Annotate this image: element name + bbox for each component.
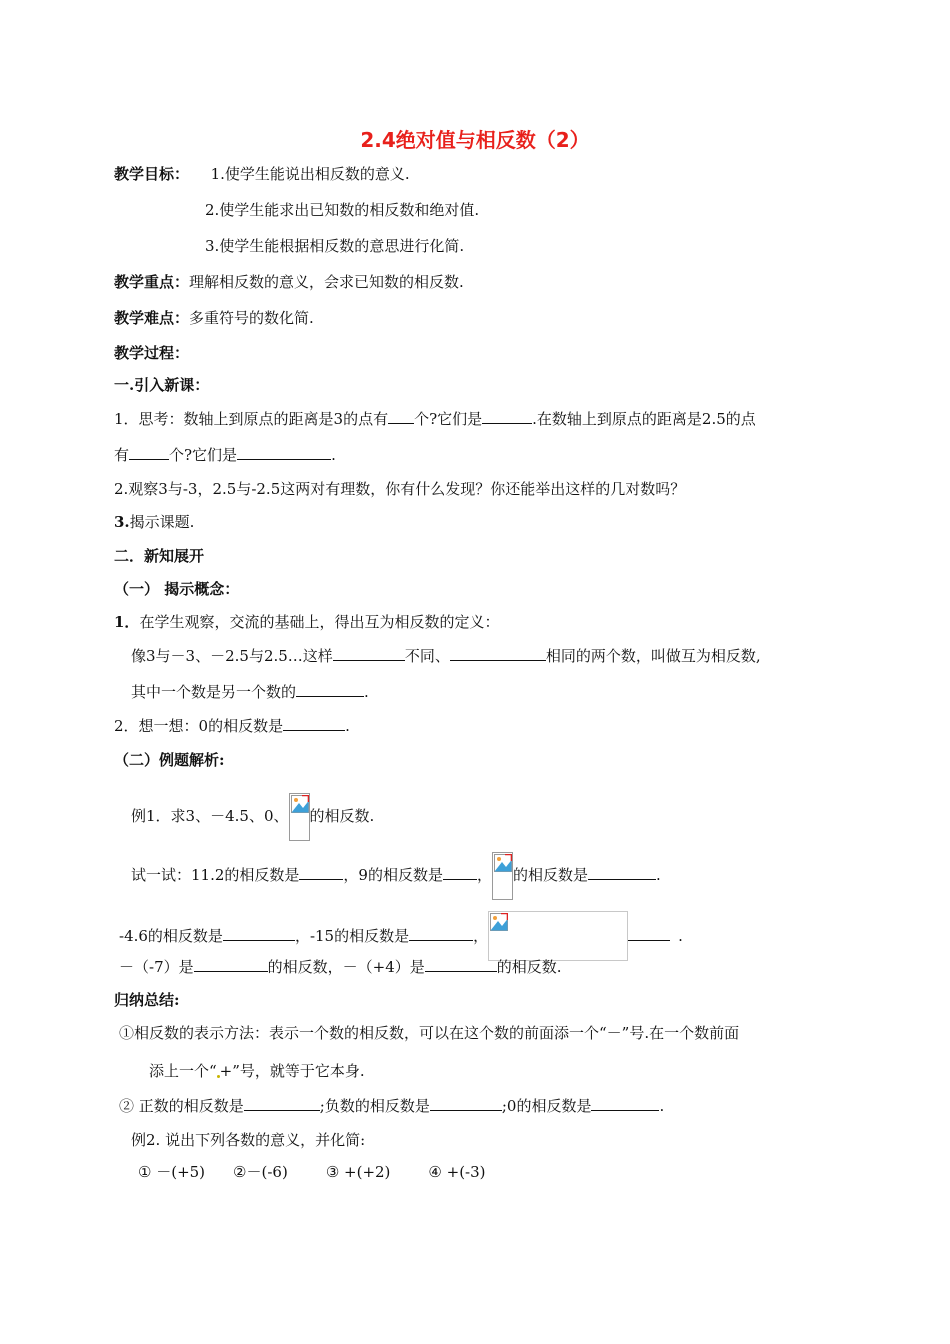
summary-text: +”号，就等于它本身. bbox=[219, 1062, 365, 1080]
example-2: 例2. 说出下列各数的意义，并化简: bbox=[131, 1131, 366, 1149]
question-1-line-2 bbox=[114, 445, 336, 465]
section1-heading: 一.引入新课： bbox=[114, 376, 210, 394]
question-3 bbox=[114, 512, 194, 532]
definition-line-1 bbox=[131, 646, 761, 666]
point-text: . bbox=[345, 717, 350, 735]
example-text: 的相反数. bbox=[496, 958, 562, 976]
objective-item: 3.使学生能根据相反数的意思进行化简. bbox=[205, 237, 465, 255]
difficulty bbox=[114, 308, 314, 328]
objective-item: 1.使学生能说出相反数的意义. bbox=[210, 165, 410, 183]
answer-blank[interactable] bbox=[591, 1096, 659, 1111]
summary-text: 的表示方法：表示一个数的相反数，可以在这个数的前面添一个“－”号.在一个数前面 bbox=[179, 1024, 740, 1042]
example-text: 的相反数，－（+4）是 bbox=[267, 958, 425, 976]
summary-text: . bbox=[659, 1097, 665, 1115]
example-2-items bbox=[138, 1162, 486, 1182]
answer-blank[interactable] bbox=[450, 646, 546, 661]
section2-heading: 二．新知展开 bbox=[114, 547, 205, 565]
answer-blank[interactable] bbox=[299, 865, 343, 880]
example-text: ，9的相反数是 bbox=[343, 866, 443, 884]
key-point bbox=[114, 272, 464, 292]
summary-text: ①相反数 bbox=[119, 1024, 180, 1042]
answer-blank[interactable] bbox=[223, 926, 295, 941]
summary-point-2 bbox=[119, 1096, 664, 1116]
example-text: 例1．求3、－4.5、0、 bbox=[131, 807, 289, 825]
question-text: 有 bbox=[114, 446, 130, 464]
point-text: 在学生观察，交流的基础上，得出互为相反数的定义： bbox=[139, 613, 500, 631]
difficulty-text: 多重符号的数化简. bbox=[189, 309, 314, 327]
question-text: 揭示课题. bbox=[129, 513, 195, 531]
summary-heading: 归纳总结: bbox=[114, 991, 180, 1009]
answer-blank[interactable] bbox=[237, 445, 331, 460]
summary-text: 添上一个“ bbox=[149, 1062, 217, 1080]
answer-blank[interactable] bbox=[333, 646, 405, 661]
summary-point-1 bbox=[119, 1023, 739, 1043]
negation-line bbox=[119, 957, 562, 977]
page-title: 2.4绝对值与相反数（2） bbox=[360, 128, 590, 152]
definition-text: 不同、 bbox=[404, 647, 450, 665]
example-text: 的相反数是 bbox=[512, 866, 588, 884]
summary-text: ;0的相反数是 bbox=[501, 1097, 592, 1115]
question-text: . bbox=[331, 446, 336, 464]
broken-image-icon bbox=[488, 911, 628, 961]
answer-blank[interactable] bbox=[129, 445, 169, 460]
question-number: 1． bbox=[114, 410, 139, 428]
question-1-line-1 bbox=[114, 409, 756, 429]
answer-blank[interactable] bbox=[425, 957, 497, 972]
example-text: . bbox=[678, 927, 683, 945]
definition-text: 其中一个数是另一个数的 bbox=[131, 683, 297, 701]
summary-text: ;负数的相反数是 bbox=[319, 1097, 430, 1115]
question-text: 个?它们是 bbox=[169, 446, 238, 464]
summary-text: ② 正数的相反数是 bbox=[119, 1097, 244, 1115]
subsection-concept: （一） 揭示概念： bbox=[114, 580, 240, 598]
list-item: ④ +(-3) bbox=[428, 1163, 486, 1181]
try-it-line bbox=[131, 852, 661, 900]
broken-image-icon bbox=[492, 852, 513, 900]
answer-blank[interactable] bbox=[244, 1096, 320, 1111]
example-text: ， bbox=[476, 866, 492, 884]
example-text: 试一试：11.2的相反数是 bbox=[131, 866, 300, 884]
point-number: 1． bbox=[114, 613, 140, 631]
answer-blank[interactable] bbox=[588, 865, 656, 880]
answer-blank[interactable] bbox=[194, 957, 268, 972]
definition-line-2 bbox=[131, 682, 369, 702]
list-item: ③ +(+2) bbox=[325, 1163, 391, 1181]
answer-blank[interactable] bbox=[283, 716, 345, 731]
question-2: 2.观察3与-3，2.5与-2.5这两对有理数，你有什么发现？你还能举出这样的几对数吗？ bbox=[114, 480, 686, 498]
broken-image-icon bbox=[289, 793, 310, 841]
concept-point-2 bbox=[114, 716, 350, 736]
key-point-text: 理解相反数的意义，会求已知数的相反数. bbox=[189, 273, 464, 291]
definition-text: . bbox=[364, 683, 369, 701]
example-1 bbox=[131, 793, 374, 841]
answer-blank[interactable] bbox=[388, 409, 414, 424]
objectives-label: 教学目标： bbox=[114, 165, 190, 183]
definition-text: 相同的两个数，叫做互为相反数, bbox=[545, 647, 761, 665]
process-heading: 教学过程： bbox=[114, 344, 190, 362]
question-text: 思考：数轴上到原点的距离是3的点有 bbox=[138, 410, 389, 428]
opposite-number-line bbox=[119, 911, 683, 961]
example-text: . bbox=[655, 866, 661, 884]
list-item: ① －(+5) bbox=[138, 1163, 206, 1181]
answer-blank[interactable] bbox=[430, 1096, 502, 1111]
answer-blank[interactable] bbox=[443, 865, 477, 880]
point-text: 2．想一想：0的相反数是 bbox=[114, 717, 284, 735]
example-text: 的相反数. bbox=[309, 807, 375, 825]
example-text: ， bbox=[473, 927, 489, 945]
definition-text: 像3与－3、－2.5与2.5…这样 bbox=[131, 647, 333, 665]
key-point-label: 教学重点： bbox=[114, 273, 190, 291]
example-text: ，-15的相反数是 bbox=[294, 927, 410, 945]
answer-blank[interactable] bbox=[482, 409, 532, 424]
objectives-row-1 bbox=[114, 164, 410, 184]
answer-blank[interactable] bbox=[296, 682, 364, 697]
question-text: .在数轴上到原点的距离是2.5的点 bbox=[532, 410, 756, 428]
objective-item: 2.使学生能求出已知数的相反数和绝对值. bbox=[205, 201, 480, 219]
subsection-examples: （二）例题解析: bbox=[114, 751, 225, 769]
answer-blank[interactable] bbox=[409, 926, 473, 941]
answer-blank[interactable] bbox=[628, 926, 670, 941]
concept-point-1 bbox=[114, 612, 499, 632]
example-text: －（-7）是 bbox=[119, 958, 194, 976]
list-item: ②－(-6) bbox=[233, 1163, 288, 1181]
question-number: 3. bbox=[114, 513, 130, 531]
example-text: -4.6的相反数是 bbox=[119, 927, 223, 945]
question-text: 个?它们是 bbox=[414, 410, 483, 428]
difficulty-label: 教学难点： bbox=[114, 309, 190, 327]
summary-point-1-cont bbox=[149, 1061, 365, 1081]
